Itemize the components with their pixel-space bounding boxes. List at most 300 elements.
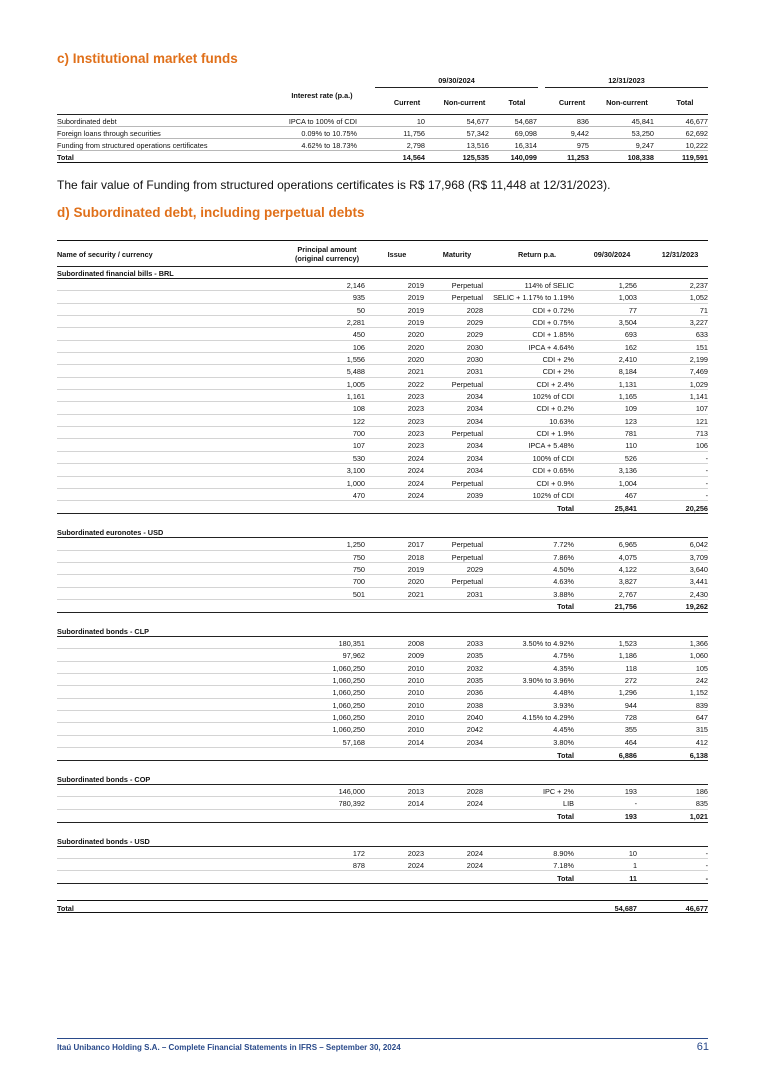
maturity-cell: 2024	[466, 848, 483, 858]
return-cell: 4.75%	[553, 651, 574, 661]
header-principal-line: Principal amount	[297, 245, 357, 254]
value-2023-cell: 315	[695, 725, 708, 735]
value-2024-cell: 1,256	[618, 281, 637, 290]
maturity-cell: 2034	[466, 441, 483, 451]
value-2024-cell: 467	[624, 490, 637, 500]
return-cell: 4.63%	[553, 577, 574, 587]
subordinated-debt-table	[57, 240, 708, 913]
maturity-cell: Perpetual	[451, 577, 483, 587]
row-label: Funding from structured operations certificates	[57, 141, 208, 150]
table-row	[57, 365, 708, 377]
maturity-cell: 2036	[466, 688, 483, 698]
value-2023-cell: 3,709	[689, 552, 708, 562]
value-2023-cell: 1,366	[689, 638, 708, 648]
value-2023-cell: 6,042	[689, 540, 708, 550]
principal-cell: 2,146	[346, 281, 365, 290]
principal-cell: 1,060,250	[332, 725, 365, 735]
header-current-2: Current	[558, 98, 586, 107]
value-2023-cell: 3,441	[689, 577, 708, 587]
principal-cell: 750	[352, 564, 365, 574]
issue-cell: 2023	[407, 848, 424, 858]
maturity-cell: Perpetual	[451, 293, 483, 303]
issue-cell: 2019	[407, 293, 424, 303]
return-cell: CDI + 2%	[542, 367, 574, 377]
principal-cell: 1,060,250	[332, 712, 365, 722]
issue-cell: 2010	[407, 712, 424, 722]
interest-rate-cell: 0.09% to 10.75%	[301, 129, 357, 138]
return-cell: 3.93%	[553, 700, 574, 710]
total-2023: 20,256	[685, 503, 708, 513]
maturity-cell: 2035	[466, 651, 483, 661]
principal-cell: 172	[352, 848, 365, 858]
value-2023-cell: 105	[695, 663, 708, 673]
return-cell: CDI + 0.65%	[532, 466, 574, 476]
principal-cell: 5,488	[346, 367, 365, 377]
value-2024-cell: 3,827	[618, 577, 637, 587]
return-cell: 3.80%	[553, 737, 574, 747]
issue-cell: 2010	[407, 663, 424, 673]
value-2023-cell: 121	[695, 416, 708, 426]
header-maturity: Maturity	[442, 250, 472, 259]
value-2024-cell: 6,965	[618, 540, 637, 550]
issue-cell: 2023	[407, 429, 424, 439]
table-row	[57, 859, 708, 871]
issue-cell: 2024	[407, 490, 424, 500]
return-cell: 114% of SELIC	[524, 281, 574, 290]
header-interest-rate: Interest rate (p.a.)	[291, 91, 353, 100]
value-2024-cell: 464	[624, 737, 637, 747]
principal-cell: 108	[352, 404, 365, 414]
value-2024-cell: 4,122	[618, 564, 637, 574]
header-total-1: Total	[508, 98, 526, 107]
principal-cell: 1,060,250	[332, 663, 365, 673]
return-cell: CDI + 1.85%	[532, 330, 574, 340]
value-2024-cell: 781	[624, 429, 637, 439]
value-2023-cell: 106	[695, 441, 708, 451]
total-2023: 1,021	[689, 812, 708, 822]
value-2023-cell: 713	[695, 429, 708, 439]
issue-cell: 2014	[407, 799, 424, 809]
group-title: Subordinated financial bills - BRL	[57, 267, 708, 279]
value-cell: 11,756	[403, 129, 425, 138]
group-title: Subordinated bonds - COP	[57, 773, 708, 785]
maturity-cell: 2032	[466, 663, 483, 673]
value-2023-cell: 1,060	[689, 651, 708, 661]
value-2023-cell: 1,029	[689, 379, 708, 389]
table-row	[57, 390, 708, 402]
header-period-1: 09/30/2024	[593, 250, 631, 259]
issue-cell: 2021	[407, 589, 424, 599]
value-2024-cell: 693	[624, 330, 637, 340]
maturity-cell: 2033	[466, 638, 483, 648]
issue-cell: 2010	[407, 700, 424, 710]
grand-total-label: Total	[57, 903, 74, 913]
value-2024-cell: 162	[624, 342, 637, 352]
value-cell: 16,314	[514, 141, 537, 150]
table-row	[57, 378, 708, 390]
value-cell: 46,677	[685, 117, 708, 126]
total-2024: 11	[629, 873, 637, 883]
row-label: Total	[57, 153, 74, 162]
issue-cell: 2020	[407, 577, 424, 587]
maturity-cell: Perpetual	[451, 552, 483, 562]
table-row	[57, 427, 708, 439]
maturity-cell: 2031	[466, 589, 483, 599]
value-2024-cell: 1,165	[618, 392, 637, 402]
section-c-title: c) Institutional market funds	[57, 51, 238, 66]
table-row	[57, 452, 708, 464]
issue-cell: 2018	[407, 552, 424, 562]
value-2024-cell: 3,136	[618, 466, 637, 476]
value-cell: 69,098	[514, 129, 537, 138]
value-2024-cell: 4,075	[618, 552, 637, 562]
issue-cell: 2010	[407, 725, 424, 735]
maturity-cell: 2042	[466, 725, 483, 735]
principal-cell: 1,060,250	[332, 700, 365, 710]
table-row	[57, 415, 708, 427]
header-total-2: Total	[676, 98, 694, 107]
value-2024-cell: 1	[632, 861, 637, 871]
issue-cell: 2024	[407, 453, 424, 463]
value-2023-cell: 835	[695, 799, 708, 809]
value-2023-cell: -	[705, 490, 708, 500]
table-row	[57, 736, 708, 748]
row-label: Subordinated debt	[57, 117, 117, 126]
maturity-cell: 2034	[466, 737, 483, 747]
value-2023-cell: -	[705, 478, 708, 488]
principal-cell: 122	[352, 416, 365, 426]
principal-cell: 878	[352, 861, 365, 871]
table-row	[57, 588, 708, 600]
institutional-funds-table	[57, 76, 708, 163]
group-total-row	[57, 748, 708, 761]
principal-cell: 470	[352, 490, 365, 500]
maturity-cell: 2035	[466, 675, 483, 685]
total-2024: 21,756	[614, 602, 637, 612]
header-principal-line: (original currency)	[294, 254, 360, 263]
principal-cell: 700	[352, 429, 365, 439]
maturity-cell: 2028	[466, 305, 483, 315]
return-cell: CDI + 0.75%	[532, 318, 574, 328]
value-2024-cell: 944	[624, 700, 637, 710]
return-cell: IPCA + 5.48%	[528, 441, 574, 451]
value-2024-cell: 8,184	[618, 367, 637, 377]
footer-text: Itaú Unibanco Holding S.A. – Complete Financial Statements in IFRS – September 30, 2024	[57, 1043, 401, 1052]
return-cell: 4.45%	[553, 725, 574, 735]
table-row	[57, 439, 708, 451]
value-cell: 10,222	[685, 141, 708, 150]
return-cell: IPC + 2%	[542, 787, 574, 796]
value-2023-cell: 3,640	[689, 564, 708, 574]
interest-rate-cell: 4.62% to 18.73%	[301, 141, 357, 150]
value-2023-cell: 151	[695, 342, 708, 352]
group-title: Subordinated euronotes - USD	[57, 526, 708, 538]
value-2023-cell: -	[705, 453, 708, 463]
principal-cell: 97,962	[342, 651, 365, 661]
principal-cell: 1,005	[346, 379, 365, 389]
total-label: Total	[557, 873, 574, 883]
maturity-cell: 2030	[466, 355, 483, 365]
value-2023-cell: 71	[699, 305, 708, 315]
issue-cell: 2019	[407, 305, 424, 315]
value-2024-cell: 1,523	[618, 638, 637, 648]
group-total-row	[57, 501, 708, 514]
return-cell: 4.50%	[553, 564, 574, 574]
grand-total-2024: 54,687	[614, 903, 637, 913]
principal-cell: 1,060,250	[332, 675, 365, 685]
table-row	[57, 291, 708, 303]
return-cell: CDI + 2.4%	[536, 379, 574, 389]
table-row	[57, 477, 708, 489]
issue-cell: 2014	[407, 737, 424, 747]
principal-cell: 450	[352, 330, 365, 340]
return-cell: 3.90% to 3.96%	[522, 675, 574, 685]
issue-cell: 2017	[407, 540, 424, 550]
issue-cell: 2021	[407, 367, 424, 377]
value-2023-cell: 647	[695, 712, 708, 722]
issue-cell: 2024	[407, 478, 424, 488]
issue-cell: 2022	[407, 379, 424, 389]
value-2023-cell: 839	[695, 700, 708, 710]
grand-total-2023: 46,677	[685, 903, 708, 913]
value-2024-cell: 1,003	[618, 293, 637, 303]
value-2023-cell: 1,052	[689, 293, 708, 303]
issue-cell: 2023	[407, 441, 424, 451]
value-2024-cell: 1,004	[618, 478, 637, 488]
total-label: Total	[557, 503, 574, 513]
maturity-cell: Perpetual	[451, 478, 483, 488]
issue-cell: 2023	[407, 416, 424, 426]
value-cell: 10	[416, 117, 425, 126]
principal-cell: 106	[352, 342, 365, 352]
value-2024-cell: 1,296	[618, 688, 637, 698]
value-cell: 62,692	[685, 129, 708, 138]
maturity-cell: Perpetual	[451, 540, 483, 550]
header-current-1: Current	[393, 98, 421, 107]
principal-cell: 935	[352, 293, 365, 303]
header-period-2: 12/31/2023	[608, 76, 645, 85]
return-cell: 3.88%	[553, 589, 574, 599]
maturity-cell: 2034	[466, 404, 483, 414]
table-row	[57, 279, 708, 291]
principal-cell: 750	[352, 552, 365, 562]
table-row	[57, 402, 708, 414]
table-row	[57, 723, 708, 735]
header-period-2: 12/31/2023	[661, 250, 699, 259]
maturity-cell: Perpetual	[451, 379, 483, 389]
issue-cell: 2013	[407, 787, 424, 796]
return-cell: CDI + 0.72%	[532, 305, 574, 315]
maturity-cell: 2029	[466, 330, 483, 340]
total-2023: 19,262	[685, 602, 708, 612]
principal-cell: 501	[352, 589, 365, 599]
value-2024-cell: 193	[624, 787, 637, 796]
value-cell: 125,535	[462, 153, 489, 162]
issue-cell: 2020	[407, 342, 424, 352]
table-row	[57, 115, 708, 127]
total-2024: 6,886	[618, 750, 637, 760]
value-2024-cell: 1,131	[618, 379, 637, 389]
maturity-cell: 2030	[466, 342, 483, 352]
value-cell: 119,591	[682, 153, 708, 162]
maturity-cell: 2028	[466, 787, 483, 796]
table-row	[57, 563, 708, 575]
table-body	[57, 267, 708, 913]
maturity-cell: 2034	[466, 392, 483, 402]
issue-cell: 2019	[407, 318, 424, 328]
principal-cell: 180,351	[338, 638, 365, 648]
table-header	[57, 76, 708, 115]
total-2024: 25,841	[614, 503, 637, 513]
value-2024-cell: 77	[628, 305, 637, 315]
table-row	[57, 464, 708, 476]
header-return: Return p.a.	[517, 250, 557, 259]
maturity-cell: Perpetual	[451, 281, 483, 290]
total-2023: 6,138	[689, 750, 708, 760]
issue-cell: 2024	[407, 466, 424, 476]
principal-cell: 3,100	[346, 466, 365, 476]
return-cell: 7.18%	[553, 861, 574, 871]
issue-cell: 2023	[407, 392, 424, 402]
table-row	[57, 785, 708, 797]
issue-cell: 2009	[407, 651, 424, 661]
maturity-cell: 2024	[466, 799, 483, 809]
header-noncurrent-2: Non-current	[606, 98, 648, 107]
principal-cell: 146,000	[338, 787, 365, 796]
value-2024-cell: 728	[624, 712, 637, 722]
value-2023-cell: 242	[695, 675, 708, 685]
total-label: Total	[557, 812, 574, 822]
value-2023-cell: 412	[695, 737, 708, 747]
value-cell: 54,687	[514, 117, 537, 126]
return-cell: CDI + 0.2%	[536, 404, 574, 414]
value-cell: 975	[576, 141, 589, 150]
group-total-row	[57, 600, 708, 613]
value-cell: 53,250	[631, 129, 654, 138]
value-2024-cell: 272	[624, 675, 637, 685]
header-name: Name of security / currency	[57, 250, 153, 259]
total-2023: -	[705, 873, 708, 883]
table-row	[57, 649, 708, 661]
value-2023-cell: 186	[695, 787, 708, 796]
value-2024-cell: 110	[625, 441, 637, 451]
value-2023-cell: 633	[695, 330, 708, 340]
table-row	[57, 637, 708, 649]
return-cell: CDI + 2%	[542, 355, 574, 365]
value-2024-cell: 10	[628, 848, 637, 858]
table-row	[57, 316, 708, 328]
table-row	[57, 551, 708, 563]
value-cell: 9,247	[635, 141, 654, 150]
value-cell: 108,338	[627, 153, 654, 162]
return-cell: 102% of CDI	[532, 490, 574, 500]
principal-cell: 780,392	[338, 799, 365, 809]
return-cell: 8.90%	[553, 848, 574, 858]
maturity-cell: 2038	[466, 700, 483, 710]
fair-value-note: The fair value of Funding from structured operations certificates is R$ 17,968 (R$ 11,448 at 12/31/2023).	[57, 178, 611, 192]
total-row	[57, 151, 708, 163]
table-row	[57, 662, 708, 674]
principal-cell: 1,161	[346, 392, 365, 402]
return-cell: 4.15% to 4.29%	[522, 712, 574, 722]
principal-cell: 1,060,250	[332, 688, 365, 698]
header-period-1: 09/30/2024	[438, 76, 475, 85]
value-cell: 11,253	[567, 153, 589, 162]
table-row	[57, 674, 708, 686]
principal-cell: 57,168	[342, 737, 365, 747]
value-2024-cell: 355	[624, 725, 637, 735]
issue-cell: 2010	[407, 688, 424, 698]
principal-cell: 2,281	[346, 318, 365, 328]
issue-cell: 2020	[407, 355, 424, 365]
maturity-cell: Perpetual	[451, 429, 483, 439]
principal-cell: 50	[356, 305, 365, 315]
group-title: Subordinated bonds - CLP	[57, 625, 708, 637]
principal-cell: 107	[352, 441, 365, 451]
header-principal	[287, 245, 367, 263]
value-2023-cell: 2,199	[689, 355, 708, 365]
value-2024-cell: 3,504	[618, 318, 637, 328]
value-cell: 54,677	[466, 117, 489, 126]
return-cell: 10.63%	[549, 416, 574, 426]
maturity-cell: 2039	[466, 490, 483, 500]
value-2024-cell: 109	[624, 404, 637, 414]
maturity-cell: 2034	[466, 416, 483, 426]
value-cell: 45,841	[631, 117, 654, 126]
issue-cell: 2010	[407, 675, 424, 685]
principal-cell: 530	[352, 453, 365, 463]
maturity-cell: 2034	[466, 466, 483, 476]
value-cell: 140,099	[510, 153, 537, 162]
maturity-cell: 2029	[466, 318, 483, 328]
principal-cell: 700	[352, 577, 365, 587]
table-row	[57, 847, 708, 859]
value-2024-cell: 2,767	[618, 589, 637, 599]
table-row	[57, 304, 708, 316]
maturity-cell: 2034	[466, 453, 483, 463]
return-cell: 4.35%	[553, 663, 574, 673]
principal-cell: 1,556	[346, 355, 365, 365]
return-cell: 102% of CDI	[532, 392, 574, 402]
return-cell: 7.72%	[553, 540, 574, 550]
total-label: Total	[557, 750, 574, 760]
issue-cell: 2019	[407, 281, 424, 290]
issue-cell: 2024	[407, 861, 424, 871]
value-2023-cell: -	[705, 861, 708, 871]
row-label: Foreign loans through securities	[57, 129, 161, 138]
maturity-cell: 2031	[466, 367, 483, 377]
value-2023-cell: 2,237	[689, 281, 708, 290]
value-cell: 13,516	[466, 141, 489, 150]
issue-cell: 2019	[407, 564, 424, 574]
return-cell: CDI + 0.9%	[536, 478, 574, 488]
table-row	[57, 699, 708, 711]
value-cell: 14,564	[402, 153, 425, 162]
value-cell: 57,342	[466, 129, 489, 138]
interest-rate-cell: IPCA to 100% of CDI	[288, 117, 357, 126]
value-2024-cell: 123	[624, 416, 637, 426]
value-2023-cell: -	[705, 848, 708, 858]
value-2024-cell: -	[634, 799, 637, 809]
grand-total-row	[57, 900, 708, 913]
maturity-cell: 2040	[466, 712, 483, 722]
return-cell: 3.50% to 4.92%	[522, 638, 574, 648]
table-row	[57, 489, 708, 501]
table-row	[57, 686, 708, 698]
value-cell: 9,442	[570, 129, 589, 138]
issue-cell: 2008	[407, 638, 424, 648]
table-row	[57, 328, 708, 340]
